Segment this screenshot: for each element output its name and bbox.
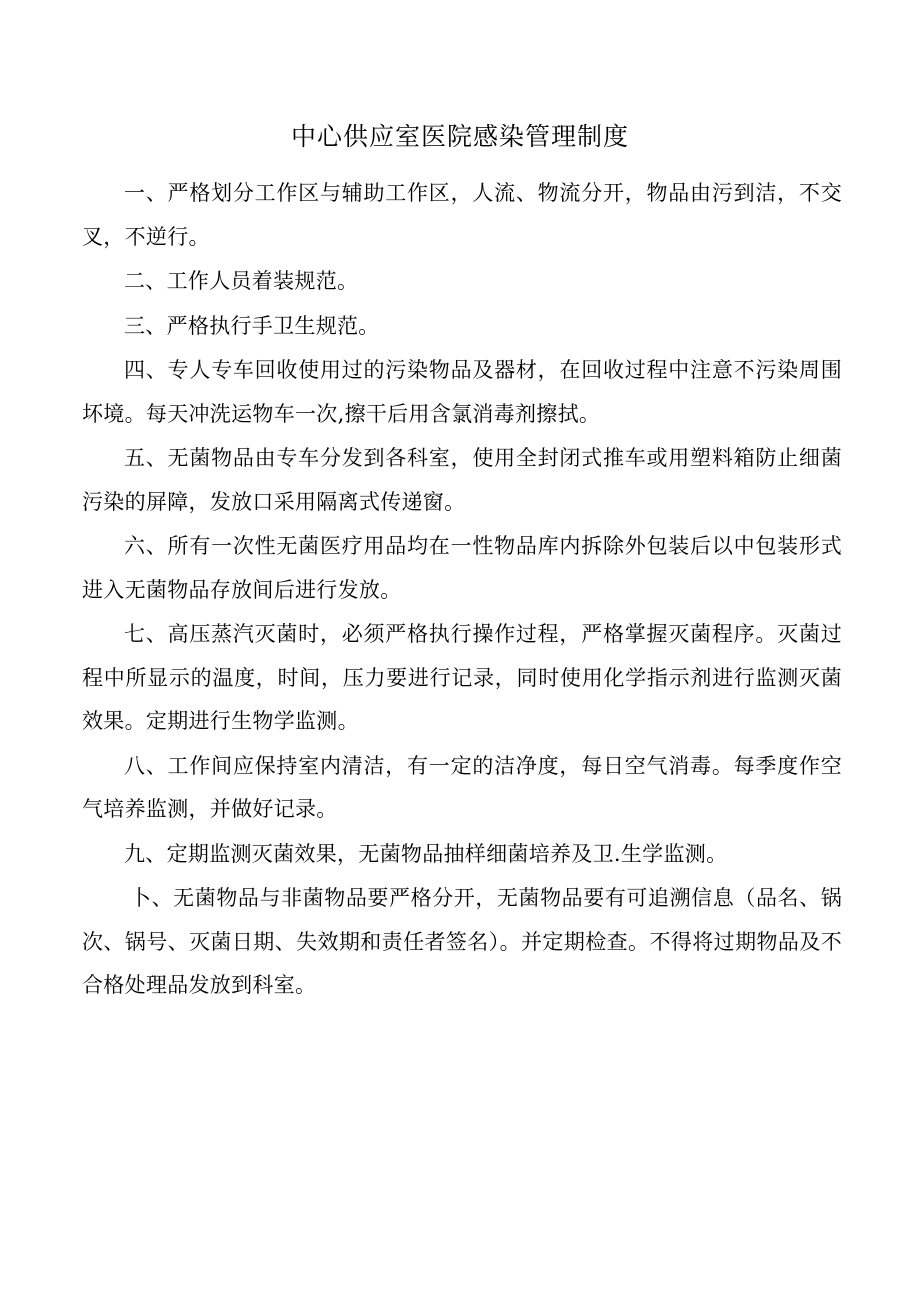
paragraph-5: 五、无菌物品由专车分发到各科室，使用全封闭式推车或用塑料箱防止细菌污染的屏障，发放口采用隔离式传递窗。 [82, 446, 842, 514]
document-title: 中心供应室医院感染管理制度 [290, 122, 629, 151]
paragraph-6: 六、所有一次性无菌医疗用品均在一性物品库内拆除外包装后以中包装形式进入无菌物品存放间后进行发放。 [82, 534, 842, 602]
paragraph-3: 三、严格执行手卫生规范。 [124, 313, 380, 338]
paragraph-4: 四、专人专车回收使用过的污染物品及器材，在回收过程中注意不污染周围坏境。每天冲洗运物车一次,擦干后用含氯消毒剂擦拭。 [82, 358, 842, 426]
paragraph-8: 八、工作间应保持室内清洁，有一定的洁净度，每日空气消毒。每季度作空气培养监测，并做好记录。 [82, 753, 842, 821]
paragraph-9: 九、定期监测灭菌效果，无菌物品抽样细菌培养及卫.生学监测。 [124, 841, 728, 866]
paragraph-1: 一、严格划分工作区与辅助工作区，人流、物流分开，物品由污到洁，不交叉，不逆行。 [82, 181, 842, 249]
paragraph-2: 二、工作人员着装规范。 [124, 269, 359, 293]
document-body [82, 172, 842, 1009]
paragraph-10: 卜、无菌物品与非菌物品要严格分开，无菌物品要有可追溯信息（品名、锅次、锅号、灭菌日期、失效期和责任者签名）。并定期检查。不得将过期物品及不合格处理品发放到科室。 [82, 886, 842, 997]
paragraph-7: 七、高压蒸汽灭菌时，必须严格执行操作过程，严格掌握灭菌程序。灭菌过程中所显示的温度，时间，压力要进行记录，同时使用化学指示剂进行监测灭菌效果。定期进行生物学监测。 [82, 622, 842, 733]
